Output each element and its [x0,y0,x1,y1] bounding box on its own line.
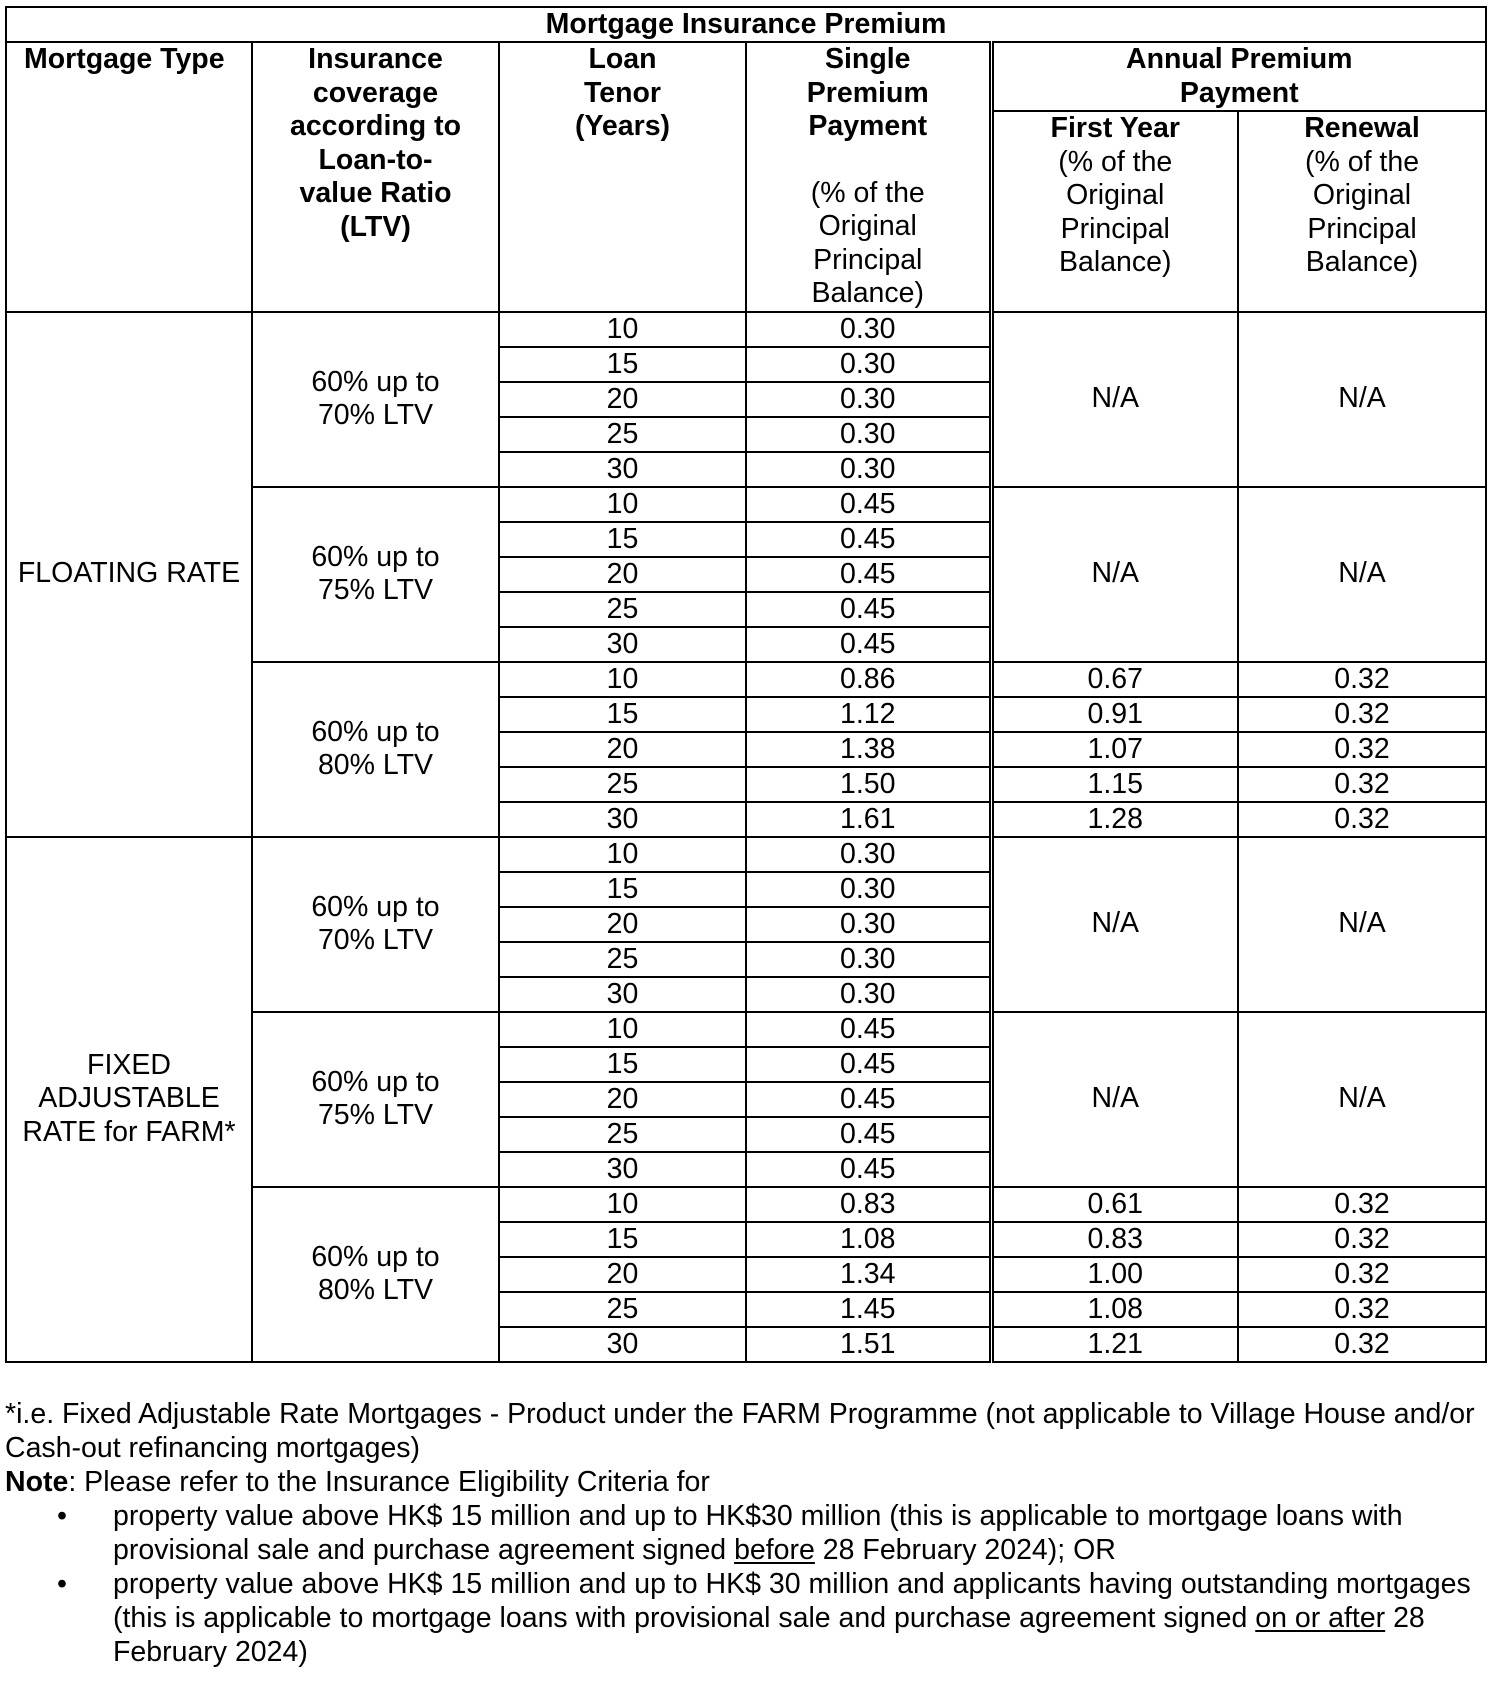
header-loan-tenor: Loan Tenor (Years) [499,42,746,312]
single-premium-cell: 1.38 [746,732,991,767]
notes [5,1397,1485,1669]
ltv-band-cell: 60% up to 75% LTV [252,1012,499,1187]
first-year-cell: N/A [991,837,1238,1012]
first-year-cell: 1.28 [991,802,1238,837]
single-premium-cell: 0.45 [746,1082,991,1117]
renewal-cell: 0.32 [1238,767,1486,802]
note-label: Note [5,1465,69,1498]
note-text: : Please refer to the Insurance Eligibility Criteria for [68,1465,710,1498]
first-year-cell: 1.15 [991,767,1238,802]
single-premium-cell: 0.30 [746,907,991,942]
bullet-1-text-end: 28 February 2024); OR [814,1533,1116,1566]
first-year-cell: 1.00 [991,1257,1238,1292]
first-year-cell: 0.61 [991,1187,1238,1222]
tenor-cell: 25 [499,767,746,802]
tenor-cell: 20 [499,557,746,592]
tenor-cell: 15 [499,1222,746,1257]
renewal-cell: 0.32 [1238,1222,1486,1257]
renewal-cell: 0.32 [1238,802,1486,837]
ltv-band-cell: 60% up to 80% LTV [252,662,499,837]
single-premium-cell: 0.30 [746,312,991,347]
single-premium-cell: 0.45 [746,592,991,627]
tenor-cell: 25 [499,942,746,977]
header-mortgage-type: Mortgage Type [6,42,252,312]
header-annual-premium: Annual Premium Payment [991,42,1486,111]
first-year-cell: N/A [991,487,1238,662]
tenor-cell: 10 [499,837,746,872]
single-premium-cell: 0.30 [746,872,991,907]
single-premium-cell: 0.86 [746,662,991,697]
first-year-cell: N/A [991,1012,1238,1187]
single-premium-cell: 1.34 [746,1257,991,1292]
bullet-item-2 [5,1567,1485,1669]
tenor-cell: 10 [499,662,746,697]
single-premium-cell: 0.30 [746,382,991,417]
tenor-cell: 25 [499,592,746,627]
premium-table [5,6,1487,1363]
single-premium-cell: 0.45 [746,1152,991,1187]
table-row [6,837,1486,872]
single-premium-cell: 0.30 [746,837,991,872]
mortgage-type-cell: FIXED ADJUSTABLE RATE for FARM* [6,837,252,1362]
bullet-2-text: property value above HK$ 15 million and up to HK$ 30 million and applicants having outstanding mortgages (this is applicable to mortgage loans with provisional sale and purchase agreement signed [113,1567,1471,1634]
renewal-cell: 0.32 [1238,1187,1486,1222]
first-year-cell: N/A [991,312,1238,487]
bullet-icon: • [57,1567,67,1600]
document [5,6,1485,1669]
renewal-cell: N/A [1238,312,1486,487]
tenor-cell: 15 [499,697,746,732]
ltv-band-cell: 60% up to 75% LTV [252,487,499,662]
renewal-cell: 0.32 [1238,1327,1486,1362]
tenor-cell: 10 [499,487,746,522]
bullet-item-1 [5,1499,1485,1567]
tenor-cell: 20 [499,1257,746,1292]
single-premium-cell: 0.45 [746,1117,991,1152]
single-premium-cell: 1.61 [746,802,991,837]
mortgage-type-cell: FLOATING RATE [6,312,252,837]
single-premium-cell: 0.45 [746,1047,991,1082]
tenor-cell: 30 [499,802,746,837]
renewal-cell: 0.32 [1238,662,1486,697]
tenor-cell: 25 [499,1292,746,1327]
tenor-cell: 10 [499,312,746,347]
header-renewal [1238,111,1486,312]
single-premium-cell: 0.30 [746,452,991,487]
ltv-band-cell: 60% up to 80% LTV [252,1187,499,1362]
header-first-year-title: First Year [1050,112,1180,144]
tenor-cell: 20 [499,907,746,942]
table-row [6,312,1486,347]
renewal-cell: 0.32 [1238,1292,1486,1327]
tenor-cell: 10 [499,1187,746,1222]
tenor-cell: 30 [499,1152,746,1187]
first-year-cell: 1.21 [991,1327,1238,1362]
tenor-cell: 30 [499,627,746,662]
header-first-year-sub: (% of the Original Principal Balance) [1058,145,1173,278]
single-premium-cell: 0.45 [746,522,991,557]
single-premium-cell: 0.45 [746,1012,991,1047]
tenor-cell: 20 [499,382,746,417]
tenor-cell: 25 [499,1117,746,1152]
single-premium-cell: 0.45 [746,487,991,522]
header-renewal-title: Renewal [1304,112,1420,144]
header-coverage: Insurance coverage according to Loan-to-value Ratio (LTV) [252,42,499,312]
first-year-cell: 0.83 [991,1222,1238,1257]
bullet-1-emphasis: before [734,1533,815,1566]
bullet-1-text: property value above HK$ 15 million and up to HK$30 million (this is applicable to mortgage loans with provisional sale and purchase agreement signed [113,1499,1403,1566]
header-single-premium-title: Single Premium Payment [806,43,929,142]
single-premium-cell: 0.30 [746,977,991,1012]
footnote: *i.e. Fixed Adjustable Rate Mortgages - Product under the FARM Programme (not applicable to Village House and/or Cash-out refinancing mortgages) [5,1397,1475,1464]
tenor-cell: 15 [499,872,746,907]
renewal-cell: N/A [1238,1012,1486,1187]
header-single-premium-sub: (% of the Original Principal Balance) [810,176,925,309]
tenor-cell: 10 [499,1012,746,1047]
first-year-cell: 0.91 [991,697,1238,732]
ltv-band-cell: 60% up to 70% LTV [252,312,499,487]
bullet-2-text-end: 28 February 2024) [113,1601,1425,1668]
single-premium-cell: 1.50 [746,767,991,802]
header-first-year [991,111,1238,312]
single-premium-cell: 0.30 [746,347,991,382]
first-year-cell: 1.07 [991,732,1238,767]
tenor-cell: 15 [499,522,746,557]
tenor-cell: 30 [499,452,746,487]
note-line [5,1465,1485,1499]
single-premium-cell: 0.45 [746,557,991,592]
tenor-cell: 25 [499,417,746,452]
header-renewal-sub: (% of the Original Principal Balance) [1304,145,1420,278]
single-premium-cell: 1.45 [746,1292,991,1327]
renewal-cell: 0.32 [1238,1257,1486,1292]
single-premium-cell: 1.08 [746,1222,991,1257]
tenor-cell: 20 [499,1082,746,1117]
single-premium-cell: 1.51 [746,1327,991,1362]
bullet-2-emphasis: on or after [1255,1601,1386,1634]
renewal-cell: 0.32 [1238,697,1486,732]
first-year-cell: 1.08 [991,1292,1238,1327]
bullet-icon: • [57,1499,67,1532]
tenor-cell: 20 [499,732,746,767]
single-premium-cell: 0.30 [746,942,991,977]
tenor-cell: 15 [499,1047,746,1082]
single-premium-cell: 1.12 [746,697,991,732]
renewal-cell: 0.32 [1238,732,1486,767]
tenor-cell: 30 [499,1327,746,1362]
renewal-cell: N/A [1238,837,1486,1012]
single-premium-cell: 0.30 [746,417,991,452]
table-title: Mortgage Insurance Premium [6,7,1486,42]
table-body [6,312,1486,1362]
first-year-cell: 0.67 [991,662,1238,697]
single-premium-cell: 0.45 [746,627,991,662]
single-premium-cell: 0.83 [746,1187,991,1222]
tenor-cell: 30 [499,977,746,1012]
ltv-band-cell: 60% up to 70% LTV [252,837,499,1012]
renewal-cell: N/A [1238,487,1486,662]
header-single-premium [746,42,991,312]
tenor-cell: 15 [499,347,746,382]
